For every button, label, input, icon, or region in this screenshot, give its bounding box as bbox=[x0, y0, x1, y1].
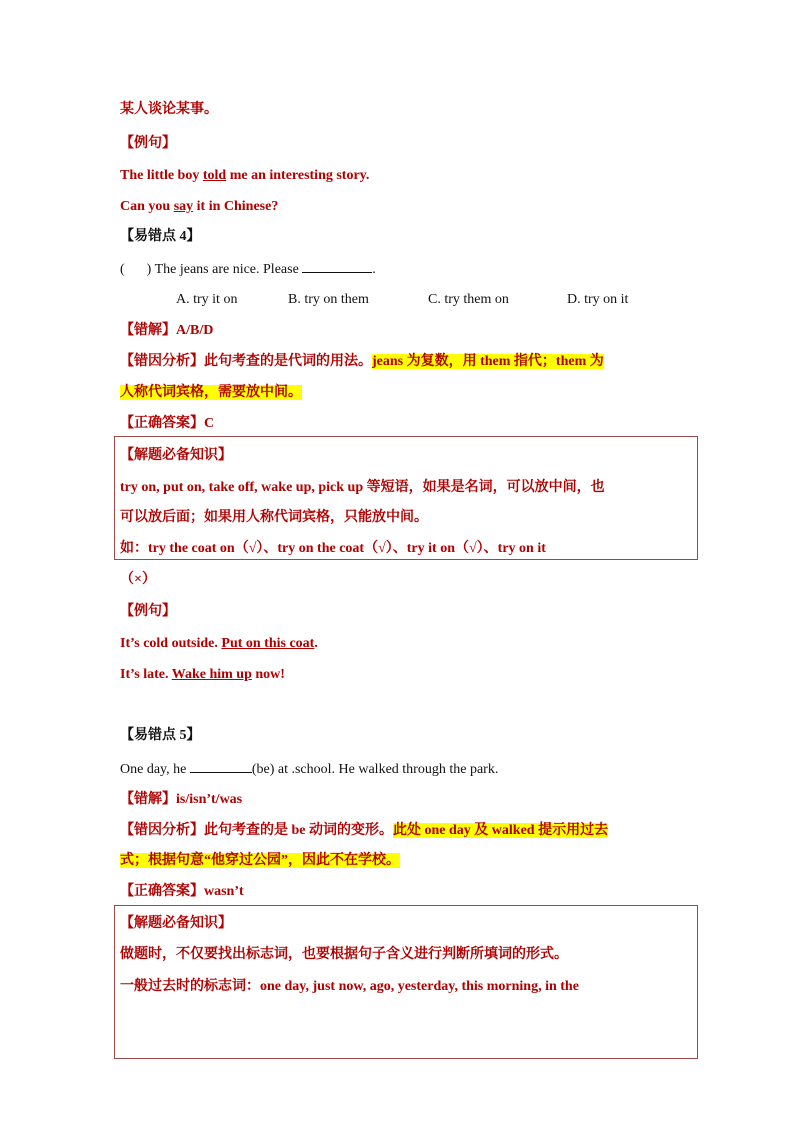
ex-text: now! bbox=[251, 667, 285, 682]
analysis-line-2 bbox=[120, 852, 400, 870]
example-label: 【例句】 bbox=[120, 136, 176, 151]
point5-title: 【易错点 5】 bbox=[120, 728, 201, 743]
ex-key: say bbox=[173, 199, 194, 214]
wrong-answer-line bbox=[120, 322, 213, 340]
box-line-2: 可以放后面；如果用人称代词宾格，只能放中间。 bbox=[120, 510, 428, 525]
analysis-line-2 bbox=[120, 384, 302, 402]
wrong-label: 【错解】 bbox=[120, 323, 176, 338]
wrong-answer-line bbox=[120, 791, 242, 809]
box-line-4: （×） bbox=[120, 572, 156, 587]
box-title: 【解题必备知识】 bbox=[120, 448, 232, 463]
ex-text: . bbox=[314, 636, 318, 651]
question-end: . bbox=[372, 262, 376, 277]
option-a: A. try it on bbox=[176, 292, 238, 307]
analysis-line-1 bbox=[120, 822, 608, 840]
intro-line: 某人谈论某事。 bbox=[120, 102, 218, 117]
box-line-1: 做题时，不仅要找出标志词，也要根据句子含义进行判断所填词的形式。 bbox=[120, 947, 568, 962]
correct-answer-line bbox=[120, 883, 244, 901]
ex-text: The little boy bbox=[120, 168, 203, 183]
wrong-value: is/isn’t/was bbox=[176, 792, 243, 807]
ex-key: Put on this coat bbox=[221, 636, 315, 651]
answer-label: 【正确答案】 bbox=[120, 416, 204, 431]
analysis-highlight: 人称代词宾格，需要放中间。 bbox=[120, 385, 302, 400]
correct-answer-line bbox=[120, 415, 214, 433]
answer-label: 【正确答案】 bbox=[120, 884, 204, 899]
option-c: C. try them on bbox=[428, 292, 509, 307]
analysis-highlight: 式；根据句意“他穿过公园”，因此不在学校。 bbox=[120, 853, 400, 868]
example-sentence-4 bbox=[120, 666, 285, 684]
analysis-text: 此句考查的是代词的用法。 bbox=[204, 354, 372, 369]
question-text: (be) at .school. He walked through the park. bbox=[251, 762, 499, 777]
ex-key: told bbox=[202, 168, 227, 183]
point5-question bbox=[120, 760, 498, 779]
paren-open: ( bbox=[120, 262, 125, 277]
analysis-label: 【错因分析】 bbox=[120, 354, 204, 369]
wrong-value: A/B/D bbox=[176, 323, 214, 338]
question-text: ) The jeans are nice. Please bbox=[146, 262, 299, 277]
wrong-label: 【错解】 bbox=[120, 792, 176, 807]
answer-blank[interactable] bbox=[302, 260, 372, 273]
analysis-text: 此句考查的是 be 动词的变形。 bbox=[204, 823, 393, 838]
box-line-2: 一般过去时的标志词：one day, just now, ago, yesterday, this morning, in the bbox=[120, 979, 579, 994]
option-b: B. try on them bbox=[288, 292, 369, 307]
ex-text: It’s late. bbox=[120, 667, 172, 682]
answer-value: C bbox=[204, 416, 215, 431]
analysis-line-1 bbox=[120, 353, 604, 371]
box-line-3: 如：try the coat on（√）、try on the coat（√）、try it on（√）、try on it bbox=[120, 541, 546, 556]
analysis-highlight: jeans 为复数，用 them 指代；them 为 bbox=[372, 354, 604, 369]
ex-text: It’s cold outside. bbox=[120, 636, 222, 651]
box-title: 【解题必备知识】 bbox=[120, 916, 232, 931]
question-text: One day, he bbox=[120, 762, 190, 777]
analysis-label: 【错因分析】 bbox=[120, 823, 204, 838]
example-sentence-3 bbox=[120, 635, 318, 653]
answer-value: wasn’t bbox=[204, 884, 244, 899]
ex-key: Wake him up bbox=[171, 667, 252, 682]
option-d: D. try on it bbox=[567, 292, 629, 307]
example-sentence-1 bbox=[120, 167, 369, 185]
box-line-1: try on, put on, take off, wake up, pick up 等短语，如果是名词，可以放中间，也 bbox=[120, 480, 605, 495]
analysis-highlight: 此处 one day 及 walked 提示用过去 bbox=[393, 823, 609, 838]
answer-blank[interactable] bbox=[190, 760, 252, 773]
point4-question bbox=[120, 260, 376, 279]
example-label: 【例句】 bbox=[120, 604, 176, 619]
ex-text: Can you bbox=[120, 199, 174, 214]
ex-text: me an interesting story. bbox=[226, 168, 370, 183]
ex-text: it in Chinese? bbox=[193, 199, 279, 214]
example-sentence-2 bbox=[120, 198, 278, 216]
point4-title: 【易错点 4】 bbox=[120, 229, 201, 244]
